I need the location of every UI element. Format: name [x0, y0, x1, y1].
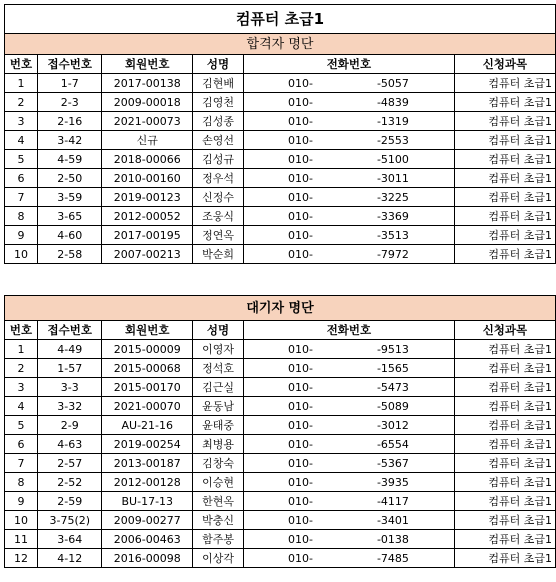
subject-cell: 컴퓨터 초급1	[454, 93, 555, 112]
member-number-cell: AU-21-16	[102, 416, 193, 435]
phone-prefix-cell: 010-	[243, 473, 312, 492]
subject-cell: 컴퓨터 초급1	[454, 378, 555, 397]
table-row	[5, 131, 556, 150]
subject-cell: 컴퓨터 초급1	[454, 454, 555, 473]
name-cell: 최병용	[193, 435, 244, 454]
phone-suffix-cell: -7972	[313, 245, 454, 264]
name-cell: 김성종	[193, 112, 244, 131]
col-header-reg: 접수번호	[38, 321, 102, 340]
phone-suffix-cell: -3513	[313, 226, 454, 245]
reg-number-cell: 4-59	[38, 150, 102, 169]
phone-prefix-cell: 010-	[243, 359, 312, 378]
phone-suffix-cell: -5100	[313, 150, 454, 169]
row-number: 3	[5, 378, 38, 397]
subject-cell: 컴퓨터 초급1	[454, 511, 555, 530]
reg-number-cell: 2-59	[38, 492, 102, 511]
name-cell: 정우석	[193, 169, 244, 188]
name-cell: 조웅식	[193, 207, 244, 226]
reg-number-cell: 4-49	[38, 340, 102, 359]
member-number-cell: 2021-00070	[102, 397, 193, 416]
reg-number-cell: 2-58	[38, 245, 102, 264]
col-header-member: 회원번호	[102, 321, 193, 340]
waiting-list-subtitle: 대기자 명단	[5, 296, 556, 321]
col-header-phone: 전화번호	[243, 55, 454, 74]
phone-suffix-cell: -3369	[313, 207, 454, 226]
col-header-reg: 접수번호	[38, 55, 102, 74]
phone-suffix-cell: -4839	[313, 93, 454, 112]
table-row	[5, 150, 556, 169]
phone-prefix-cell: 010-	[243, 169, 312, 188]
phone-prefix-cell: 010-	[243, 112, 312, 131]
phone-suffix-cell: -3011	[313, 169, 454, 188]
reg-number-cell: 4-60	[38, 226, 102, 245]
row-number: 2	[5, 93, 38, 112]
table-row	[5, 169, 556, 188]
name-cell: 윤태중	[193, 416, 244, 435]
row-number: 7	[5, 188, 38, 207]
row-number: 1	[5, 340, 38, 359]
row-number: 8	[5, 207, 38, 226]
member-number-cell: 2015-00170	[102, 378, 193, 397]
phone-prefix-cell: 010-	[243, 492, 312, 511]
name-cell: 신정수	[193, 188, 244, 207]
phone-prefix-cell: 010-	[243, 74, 312, 93]
phone-prefix-cell: 010-	[243, 511, 312, 530]
member-number-cell: 2007-00213	[102, 245, 193, 264]
reg-number-cell: 2-9	[38, 416, 102, 435]
table-row	[5, 93, 556, 112]
phone-prefix-cell: 010-	[243, 416, 312, 435]
member-number-cell: BU-17-13	[102, 492, 193, 511]
subject-cell: 컴퓨터 초급1	[454, 435, 555, 454]
col-header-subject: 신청과목	[454, 321, 555, 340]
row-number: 5	[5, 416, 38, 435]
table-row	[5, 74, 556, 93]
table-row	[5, 416, 556, 435]
member-number-cell: 2012-00052	[102, 207, 193, 226]
row-number: 8	[5, 473, 38, 492]
name-cell: 박충신	[193, 511, 244, 530]
name-cell: 함주봉	[193, 530, 244, 549]
reg-number-cell: 1-57	[38, 359, 102, 378]
member-number-cell: 2006-00463	[102, 530, 193, 549]
subject-cell: 컴퓨터 초급1	[454, 416, 555, 435]
reg-number-cell: 1-7	[38, 74, 102, 93]
col-header-name: 성명	[193, 321, 244, 340]
phone-prefix-cell: 010-	[243, 454, 312, 473]
reg-number-cell: 2-52	[38, 473, 102, 492]
member-number-cell: 2013-00187	[102, 454, 193, 473]
col-header-no: 번호	[5, 55, 38, 74]
member-number-cell: 2018-00066	[102, 150, 193, 169]
subject-cell: 컴퓨터 초급1	[454, 549, 555, 568]
phone-prefix-cell: 010-	[243, 340, 312, 359]
waiting-list-table	[4, 295, 556, 568]
phone-suffix-cell: -2553	[313, 131, 454, 150]
reg-number-cell: 3-42	[38, 131, 102, 150]
header-row	[5, 321, 556, 340]
table-row	[5, 112, 556, 131]
row-number: 9	[5, 226, 38, 245]
phone-prefix-cell: 010-	[243, 245, 312, 264]
phone-suffix-cell: -6554	[313, 435, 454, 454]
subject-cell: 컴퓨터 초급1	[454, 112, 555, 131]
table-row	[5, 435, 556, 454]
reg-number-cell: 3-32	[38, 397, 102, 416]
subject-cell: 컴퓨터 초급1	[454, 473, 555, 492]
member-number-cell: 2009-00277	[102, 511, 193, 530]
member-number-cell: 2015-00068	[102, 359, 193, 378]
member-number-cell: 2015-00009	[102, 340, 193, 359]
reg-number-cell: 4-12	[38, 549, 102, 568]
table-row	[5, 226, 556, 245]
reg-number-cell: 3-75(2)	[38, 511, 102, 530]
subject-cell: 컴퓨터 초급1	[454, 150, 555, 169]
phone-suffix-cell: -5367	[313, 454, 454, 473]
subject-cell: 컴퓨터 초급1	[454, 207, 555, 226]
name-cell: 김창숙	[193, 454, 244, 473]
phone-suffix-cell: -9513	[313, 340, 454, 359]
table-row	[5, 530, 556, 549]
name-cell: 윤동남	[193, 397, 244, 416]
phone-prefix-cell: 010-	[243, 93, 312, 112]
reg-number-cell: 3-64	[38, 530, 102, 549]
phone-suffix-cell: -1319	[313, 112, 454, 131]
row-number: 10	[5, 511, 38, 530]
table-row	[5, 359, 556, 378]
phone-suffix-cell: -3401	[313, 511, 454, 530]
subject-cell: 컴퓨터 초급1	[454, 169, 555, 188]
row-number: 3	[5, 112, 38, 131]
col-header-member: 회원번호	[102, 55, 193, 74]
row-number: 9	[5, 492, 38, 511]
row-number: 4	[5, 397, 38, 416]
passed-list-subtitle: 합격자 명단	[5, 34, 556, 55]
table-row	[5, 511, 556, 530]
table-row	[5, 207, 556, 226]
phone-prefix-cell: 010-	[243, 397, 312, 416]
subject-cell: 컴퓨터 초급1	[454, 226, 555, 245]
reg-number-cell: 3-3	[38, 378, 102, 397]
phone-suffix-cell: -3012	[313, 416, 454, 435]
table-row	[5, 245, 556, 264]
table-row	[5, 473, 556, 492]
table-row	[5, 454, 556, 473]
subject-cell: 컴퓨터 초급1	[454, 188, 555, 207]
member-number-cell: 2019-00123	[102, 188, 193, 207]
table-row	[5, 397, 556, 416]
reg-number-cell: 2-50	[38, 169, 102, 188]
phone-prefix-cell: 010-	[243, 530, 312, 549]
table-row	[5, 549, 556, 568]
table-row	[5, 188, 556, 207]
row-number: 4	[5, 131, 38, 150]
reg-number-cell: 4-63	[38, 435, 102, 454]
member-number-cell: 2012-00128	[102, 473, 193, 492]
row-number: 10	[5, 245, 38, 264]
phone-suffix-cell: -5057	[313, 74, 454, 93]
phone-prefix-cell: 010-	[243, 150, 312, 169]
sheet-title: 컴퓨터 초급1	[5, 5, 556, 34]
row-number: 6	[5, 435, 38, 454]
row-number: 2	[5, 359, 38, 378]
col-header-subject: 신청과목	[454, 55, 555, 74]
phone-prefix-cell: 010-	[243, 188, 312, 207]
subject-cell: 컴퓨터 초급1	[454, 245, 555, 264]
row-number: 6	[5, 169, 38, 188]
subject-cell: 컴퓨터 초급1	[454, 359, 555, 378]
member-number-cell: 2021-00073	[102, 112, 193, 131]
phone-suffix-cell: -0138	[313, 530, 454, 549]
reg-number-cell: 3-59	[38, 188, 102, 207]
phone-prefix-cell: 010-	[243, 207, 312, 226]
phone-suffix-cell: -3225	[313, 188, 454, 207]
phone-prefix-cell: 010-	[243, 549, 312, 568]
phone-prefix-cell: 010-	[243, 131, 312, 150]
member-number-cell: 2019-00254	[102, 435, 193, 454]
name-cell: 김성규	[193, 150, 244, 169]
name-cell: 이승현	[193, 473, 244, 492]
row-number: 12	[5, 549, 38, 568]
col-header-no: 번호	[5, 321, 38, 340]
reg-number-cell: 2-3	[38, 93, 102, 112]
name-cell: 박순희	[193, 245, 244, 264]
name-cell: 이상각	[193, 549, 244, 568]
subject-cell: 컴퓨터 초급1	[454, 74, 555, 93]
member-number-cell: 2017-00138	[102, 74, 193, 93]
member-number-cell: 2017-00195	[102, 226, 193, 245]
row-number: 1	[5, 74, 38, 93]
phone-suffix-cell: -7485	[313, 549, 454, 568]
col-header-phone: 전화번호	[243, 321, 454, 340]
phone-suffix-cell: -1565	[313, 359, 454, 378]
member-number-cell: 2009-00018	[102, 93, 193, 112]
phone-prefix-cell: 010-	[243, 435, 312, 454]
phone-suffix-cell: -4117	[313, 492, 454, 511]
subject-cell: 컴퓨터 초급1	[454, 131, 555, 150]
phone-suffix-cell: -3935	[313, 473, 454, 492]
name-cell: 김현배	[193, 74, 244, 93]
reg-number-cell: 2-57	[38, 454, 102, 473]
table-row	[5, 492, 556, 511]
subject-cell: 컴퓨터 초급1	[454, 530, 555, 549]
member-number-cell: 2010-00160	[102, 169, 193, 188]
row-number: 5	[5, 150, 38, 169]
name-cell: 한현옥	[193, 492, 244, 511]
member-number-cell: 2016-00098	[102, 549, 193, 568]
name-cell: 김근실	[193, 378, 244, 397]
name-cell: 정석호	[193, 359, 244, 378]
col-header-name: 성명	[193, 55, 244, 74]
table-row	[5, 340, 556, 359]
phone-prefix-cell: 010-	[243, 378, 312, 397]
name-cell: 이영자	[193, 340, 244, 359]
phone-suffix-cell: -5089	[313, 397, 454, 416]
phone-prefix-cell: 010-	[243, 226, 312, 245]
member-number-cell: 신규	[102, 131, 193, 150]
subject-cell: 컴퓨터 초급1	[454, 340, 555, 359]
row-number: 11	[5, 530, 38, 549]
row-number: 7	[5, 454, 38, 473]
header-row	[5, 55, 556, 74]
reg-number-cell: 2-16	[38, 112, 102, 131]
name-cell: 김영천	[193, 93, 244, 112]
name-cell: 손영선	[193, 131, 244, 150]
phone-suffix-cell: -5473	[313, 378, 454, 397]
subject-cell: 컴퓨터 초급1	[454, 492, 555, 511]
subject-cell: 컴퓨터 초급1	[454, 397, 555, 416]
passed-list-table	[4, 4, 556, 264]
table-row	[5, 378, 556, 397]
reg-number-cell: 3-65	[38, 207, 102, 226]
name-cell: 정연옥	[193, 226, 244, 245]
